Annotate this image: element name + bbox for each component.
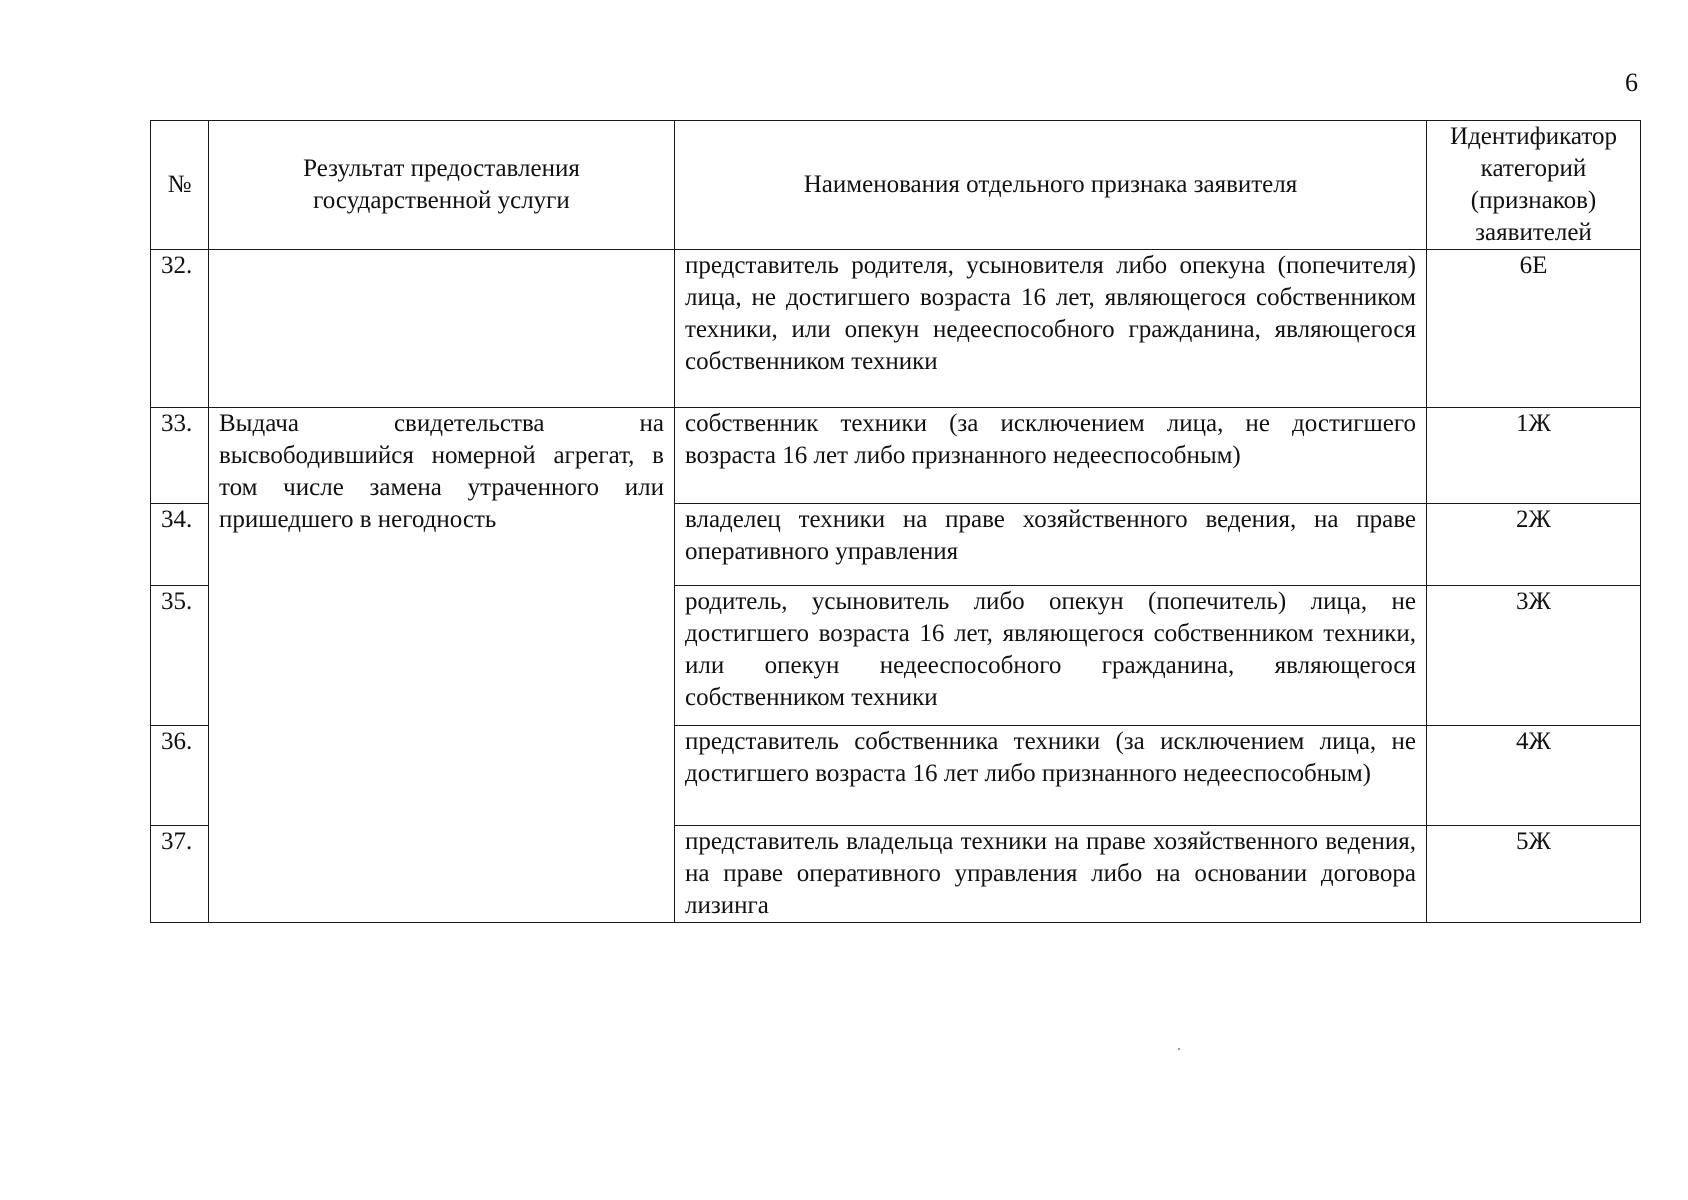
row-number: 33. bbox=[151, 408, 209, 504]
page-number: 6 bbox=[1625, 68, 1638, 97]
row-code: 5Ж bbox=[1427, 826, 1641, 923]
row-result-empty bbox=[209, 250, 675, 408]
row-number: 37. bbox=[151, 826, 209, 923]
row-code: 4Ж bbox=[1427, 726, 1641, 826]
row-number: 34. bbox=[151, 504, 209, 586]
row-code: 2Ж bbox=[1427, 504, 1641, 586]
row-feature: представитель владельца техники на праве хозяйственного ведения, на праве оперативного управления либо на основании договора лизинга bbox=[675, 826, 1427, 923]
header-number: № bbox=[151, 121, 209, 250]
row-feature: представитель собственника техники (за исключением лица, не достигшего возраста 16 лет либо признанного недееспособным) bbox=[675, 726, 1427, 826]
table-row bbox=[151, 408, 1641, 504]
applicant-categories-table bbox=[150, 120, 1641, 923]
header-feature: Наименования отдельного признака заявителя bbox=[675, 121, 1427, 250]
row-code: 3Ж bbox=[1427, 586, 1641, 726]
row-result-group: Выдача свидетельства на высвободившийся номерной агрегат, в том числе замена утраченного или пришедшего в негодность bbox=[209, 408, 675, 923]
row-code: 1Ж bbox=[1427, 408, 1641, 504]
row-feature: владелец техники на праве хозяйственного ведения, на праве оперативного управления bbox=[675, 504, 1427, 586]
row-feature: представитель родителя, усыновителя либо опекуна (попечителя) лица, не достигшего возраста 16 лет, являющегося собственником техники, или опекун недееспособного гражданина, являющегося собственником техники bbox=[675, 250, 1427, 408]
table-row bbox=[151, 250, 1641, 408]
table-body bbox=[151, 250, 1641, 923]
row-feature: собственник техники (за исключением лица, не достигшего возраста 16 лет либо признанного недееспособным) bbox=[675, 408, 1427, 504]
row-feature: родитель, усыновитель либо опекун (попечитель) лица, не достигшего возраста 16 лет, являющегося собственником техники, или опекун недееспособного гражданина, являющегося собственником техники bbox=[675, 586, 1427, 726]
header-result: Результат предоставления государственной услуги bbox=[209, 121, 675, 250]
table-header bbox=[151, 121, 1641, 250]
row-number: 36. bbox=[151, 726, 209, 826]
header-row bbox=[151, 121, 1641, 250]
row-number: 35. bbox=[151, 586, 209, 726]
row-number: 32. bbox=[151, 250, 209, 408]
scan-artifact-dot bbox=[1178, 1048, 1180, 1050]
header-code: Идентификатор категорий (признаков) заявителей bbox=[1427, 121, 1641, 250]
row-code: 6Е bbox=[1427, 250, 1641, 408]
